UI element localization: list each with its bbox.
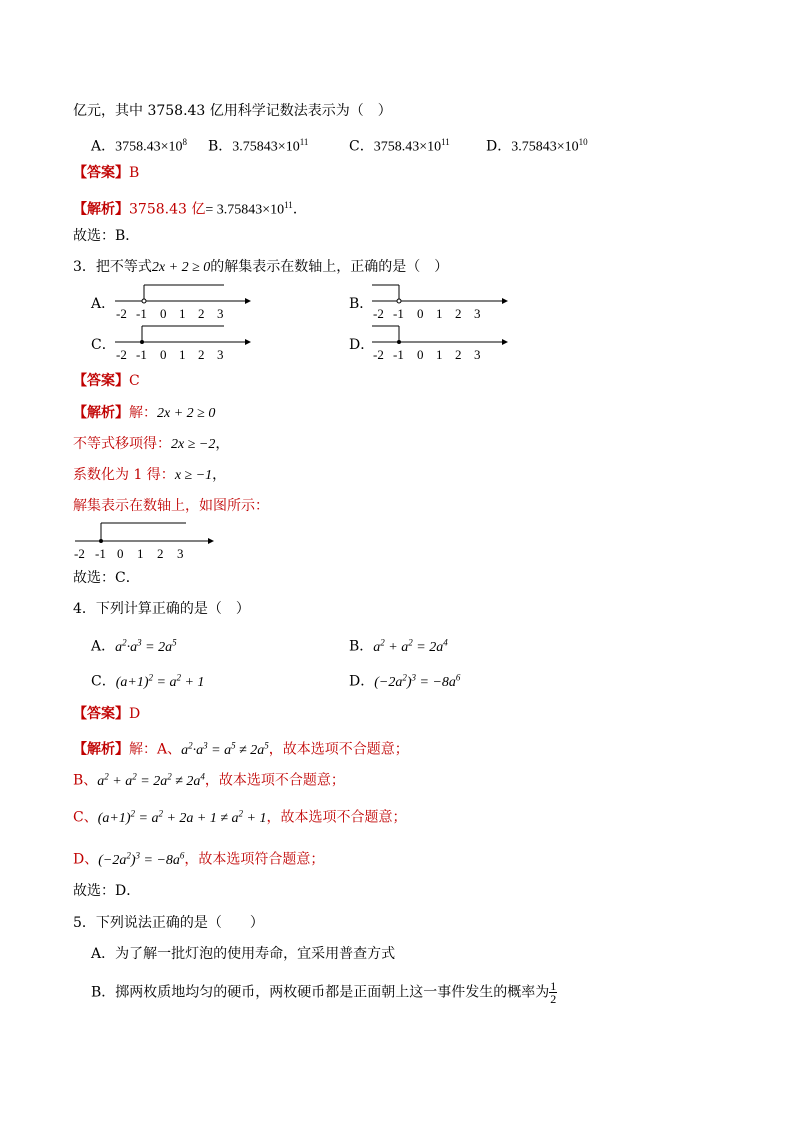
tick-label: 2 [157,546,164,561]
tick-label: -2 [116,347,127,362]
tick-label: -1 [95,546,106,561]
axis-arrow [208,538,214,544]
tick-label: 0 [160,306,167,321]
tick-label: 2 [198,347,205,362]
math-expr: $a^2 + a^2 = 2a^2 \ne 2a^4$ [97,771,205,789]
q5-stem: 5．下列说法正确的是（ ） [73,915,264,931]
q2-option-c[interactable]: C．$3758.43\times 10^{11}$ [349,137,450,155]
q3-number-line-a [112,282,252,322]
q3-option-b-label[interactable]: B． [349,296,374,312]
q4-option-a[interactable]: A．$a^2\cdot a^3 = 2a^5$ [91,637,177,655]
tick-label: -2 [373,347,384,362]
q2-option-d[interactable]: D．$3.75843\times 10^{10}$ [486,137,588,155]
q3-number-line-d [369,323,509,363]
math-expr: $a^2\cdot a^3 = 2a^5$ [115,637,177,655]
solid-dot [140,340,144,344]
q4-conclusion: 故选：D． [73,883,141,899]
q3-stem: 3．把不等式2x + 2 ≥ 0的解集表示在数轴上，正确的是（ ） [73,259,449,275]
tick-label: -2 [373,306,384,321]
axis-arrow [502,339,508,345]
tick-label: 0 [117,546,124,561]
tick-label: 1 [179,306,186,321]
tick-label: 3 [217,306,224,321]
axis-arrow [245,339,251,345]
q3-option-d-label[interactable]: D． [349,337,375,353]
q4-answer: 【答案】D [73,706,141,722]
solid-dot [397,340,401,344]
axis-arrow [245,298,251,304]
open-dot [142,299,146,303]
open-dot [397,299,401,303]
tick-label: 1 [436,347,443,362]
q2-analysis: 【解析】3758.43 亿= $3.75843\times 10^{11}$． [73,200,307,218]
tick-label: -1 [393,306,404,321]
tick-label: -2 [116,306,127,321]
q3-number-line-c [112,323,252,363]
solid-dot [99,539,103,543]
q5-option-a[interactable]: A．为了解一批灯泡的使用寿命，宜采用普查方式 [91,946,396,962]
tick-label: 2 [455,347,462,362]
math-expr: $(-2a^2)^3 = -8a^6$ [374,672,461,690]
q2-conclusion: 故选：B． [73,228,140,244]
q4-option-c[interactable]: C．$(a+1)^2 = a^2 + 1$ [91,672,205,690]
q4-analysis-a: 【解析】解：A、$a^2\cdot a^3 = a^5 \ne 2a^5$，故本选项不合题意； [73,740,409,758]
q3-solution-number-line [72,520,218,562]
tick-label: -1 [393,347,404,362]
tick-label: 2 [198,306,205,321]
q3-option-c-label[interactable]: C． [91,337,116,353]
tick-label: 2 [455,306,462,321]
math-expr: $(-2a^2)^3 = -8a^6$ [98,850,185,868]
tick-label: -2 [74,546,85,561]
tick-label: -1 [136,306,147,321]
math-expr: $a^2 + a^2 = 2a^4$ [373,637,448,655]
q4-option-b[interactable]: B．$a^2 + a^2 = 2a^4$ [349,637,448,655]
q3-answer: 【答案】C [73,373,140,389]
q3-step-3: 解集表示在数轴上，如图所示： [73,498,269,514]
q3-number-line-b [369,282,509,322]
q3-option-a-label[interactable]: A． [91,296,116,312]
tick-label: 0 [417,306,424,321]
q3-conclusion: 故选：C． [73,570,140,586]
tick-label: 3 [474,306,481,321]
q2-answer: 【答案】B [73,165,140,181]
q2-stem: 亿元，其中 3758.43 亿用科学记数法表示为（ ） [73,103,392,119]
tick-label: 0 [160,347,167,362]
math-expr: $(a+1)^2 = a^2 + 2a + 1 \ne a^2 + 1$ [97,808,267,826]
math-expr: $(a+1)^2 = a^2 + 1$ [115,672,205,690]
q4-analysis-d: D、$(-2a^2)^3 = -8a^6$，故本选项符合题意； [73,850,325,868]
q2-option-b[interactable]: B．$3.75843\times 10^{11}$ [208,137,309,155]
tick-label: 1 [137,546,144,561]
tick-label: 0 [417,347,424,362]
q3-analysis: 【解析】解：2x + 2 ≥ 0 [73,405,216,421]
tick-label: 1 [436,306,443,321]
q4-option-d[interactable]: D．$(-2a^2)^3 = -8a^6$ [349,672,461,690]
q4-analysis-c: C、$(a+1)^2 = a^2 + 2a + 1 \ne a^2 + 1$，故本选项不合题意； [73,808,407,826]
tick-label: 3 [177,546,184,561]
tick-label: 3 [474,347,481,362]
tick-label: 3 [217,347,224,362]
axis-arrow [502,298,508,304]
tick-label: -1 [136,347,147,362]
q2-option-a[interactable]: A．$3758.43\times 10^8$ [91,137,188,155]
tick-label: 1 [179,347,186,362]
q4-stem: 4．下列计算正确的是（ ） [73,601,250,617]
math-expr: $a^2\cdot a^3 = a^5 \ne 2a^5$ [181,740,269,758]
q3-step-2: 系数化为 1 得：x ≥ −1， [73,467,227,483]
fraction: $\frac{1}{2}$ [550,979,557,1006]
q3-step-1: 不等式移项得：2x ≥ −2， [73,436,230,452]
q4-analysis-b: B、$a^2 + a^2 = 2a^2 \ne 2a^4$，故本选项不合题意； [73,771,345,789]
q5-option-b[interactable]: B．掷两枚质地均匀的硬币，两枚硬币都是正面朝上这一事件发生的概率为 $\frac{1}{2}$ [91,979,557,1006]
